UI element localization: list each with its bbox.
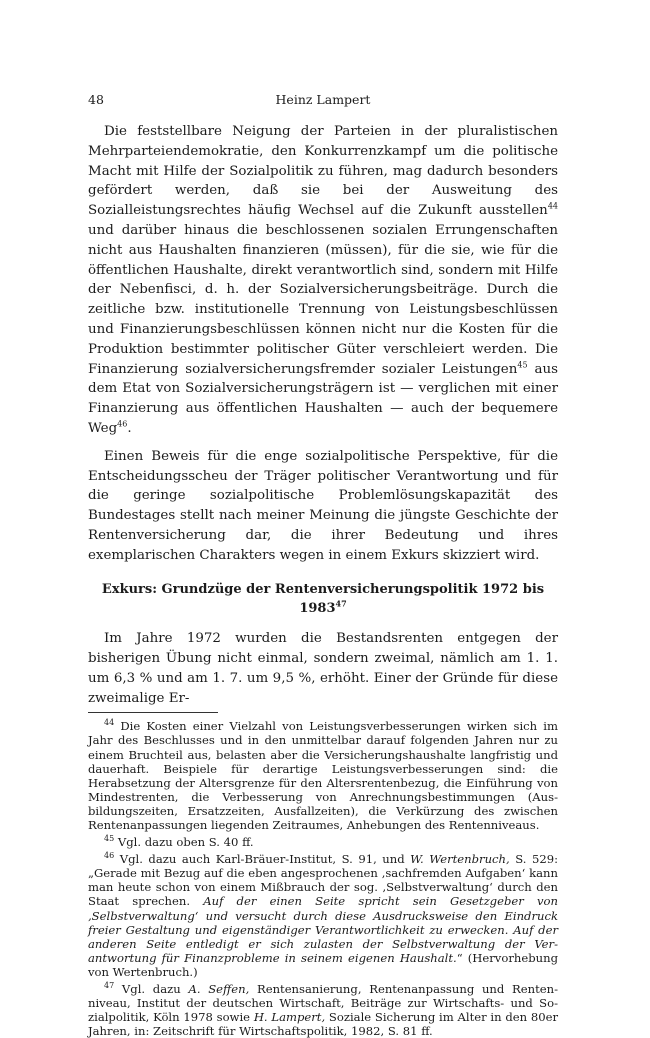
paragraph-1: Die feststellbare Neigung der Parteien in der pluralistischen Mehrparteiendemokratie, den Konkurrenzkampf um die politische Macht mit Hilfe der Sozialpolitik zu führen, mag dadurch besonders gefördert werden, daß sie bei der Ausweitung des Sozialleistungsrechtes häufig Wechsel auf die Zukunft ausstellen$^{44}$ und darüber hinaus die beschlossenen sozialen Errungenschaften nicht aus Haushalten finanzieren (müssen), für die sie, wie für die öffentlichen Haushalte, direkt verantwortlich sind, sondern mit Hilfe der Nebenfisci, d. h. der Sozialversicherungsbeiträge. Durch die zeitliche bzw. institutionelle Trennung von Leistungsbeschlüssen und Finanzierungsbeschlüssen können nicht nur die Kosten für die Produktion bestimmter politischer Güter verschleiert werden. Die Finanzierung sozialversicherungsfremder sozialer Leistungen$^{45}$ aus dem Etat von Sozialversicherungsträgern ist — verglichen mit einer Finanzierung aus öffentlichen Haushalten — auch der bequemere Weg$^{46}$. [88, 124, 558, 436]
footnote-46: $^{46}$ Vgl. dazu auch Karl-Bräuer-Institut, S. 91, und W. Wertenbruch, S. 529: „Gerade mit Bezug auf die eben angesprochenen ‚sachfremden Aufgaben‘ kann man heute schon von einem Mißbrauch der sog. ‚Selbstverwaltung‘ durch den Staat sprechen. Auf der einen Seite spricht sein Gesetzgeber von ‚Selbstverwaltung‘ und versucht durch diese Ausdrucksweise den Eindruck freier Gestaltung und eigenständiger Verantwortlichkeit zu erwecken. Auf der anderen Seite entledigt er sich zulasten der Selbstverwaltung der Verantwortung für Finanzprobleme in seinem eigenen Haushalt.“ (Hervorhebung von Wertenbruch.) [88, 851, 558, 979]
footnote-ref-45: 45 [517, 360, 528, 370]
paragraph-2: Einen Beweis für die enge sozialpolitische Perspektive, für die Entscheidungsscheu der Träger politischer Verantwortung und für die geringe sozialpolitische Problemlösungskapazität des Bundestages stellt nach meiner Meinung die jüngste Geschichte der Rentenversicherung dar, die ihrer Bedeutung und ihres exemplarischen Charakters wegen in einem Exkurs skizziert wird. [88, 448, 558, 563]
page-number: 48 [88, 92, 104, 107]
footnote-ref-47: 47 [335, 599, 347, 609]
footnotes [88, 719, 558, 1038]
book-page [88, 92, 558, 1038]
author-lampert: H. Lampert, [253, 1010, 326, 1025]
footnote-rule [88, 712, 218, 713]
section-heading: Exkurs: Grundzüge der Rentenversicherungspolitik 1972 bis 1983$^{47}$ [101, 581, 545, 617]
emphasized-quote: Auf der einen Seite spricht sein Gesetzgeber von ‚Selbstverwaltung‘ und versucht durch diese Ausdrucksweise den Eindruck freier Gestaltung und eigenständiger Verantwortlichkeit zu erwecken. Auf der anderen Seite entledigt er sich zulasten der Selbstverwaltung der Verantwortung für Finanzprobleme in seinem eigenen Haushalt. [88, 894, 558, 965]
paragraph-3: Im Jahre 1972 wurden die Bestandsrenten entgegen der bisherigen Übung nicht einmal, sondern zweimal, nämlich am 1. 1. um 6,3 % und am 1. 7. um 9,5 %, erhöht. Einer der Gründe für diese zweimalige Er- [88, 631, 558, 706]
page-header [88, 92, 558, 114]
footnote-44: $^{44}$ Die Kosten einer Vielzahl von Leistungsverbesserungen wirken sich im Jahr des Beschlusses und in den unmittelbar darauf folgenden Jahren nur zu einem Bruchteil aus, belasten aber die Versicherungshaushalte langfristig und dauerhaft. Beispiele für derartige Leistungsverbesserungen sind: die Herabsetzung der Altersgrenze für den Altersrentenbezug, die Einführung von Mindestrenten, die Verbesserung von Anrechnungsbestimmungen (Ausbildungszeiten, Ersatzzeiten, Ausfallzeiten), die Verkürzung des zwischen Rentenanpassungen liegenden Zeitraumes, Anhebungen des Rentenniveaus. [88, 718, 558, 832]
running-head: Heinz Lampert [275, 92, 371, 107]
footnote-47: $^{47}$ Vgl. dazu A. Seffen, Rentensanierung, Rentenanpassung und Rentenniveau, Institut der deutschen Wirtschaft, Beiträge zur Wirtschafts- und Sozialpolitik, Köln 1978 sowie H. Lampert, Soziale Sicherung im Alter in den 80er Jahren, in: Zeitschrift für Wirtschaftspolitik, 1982, S. 81 ff. [88, 981, 558, 1038]
author-seffen: A. Seffen, [188, 982, 250, 996]
footnote-ref-44: 44 [547, 201, 558, 211]
footnote-ref-46: 46 [117, 419, 128, 429]
footnote-45: $^{45}$ Vgl. dazu oben S. 40 ff. [104, 834, 254, 850]
body-text [88, 122, 558, 708]
author-wertenbruch: W. Wertenbruch, [410, 852, 510, 867]
